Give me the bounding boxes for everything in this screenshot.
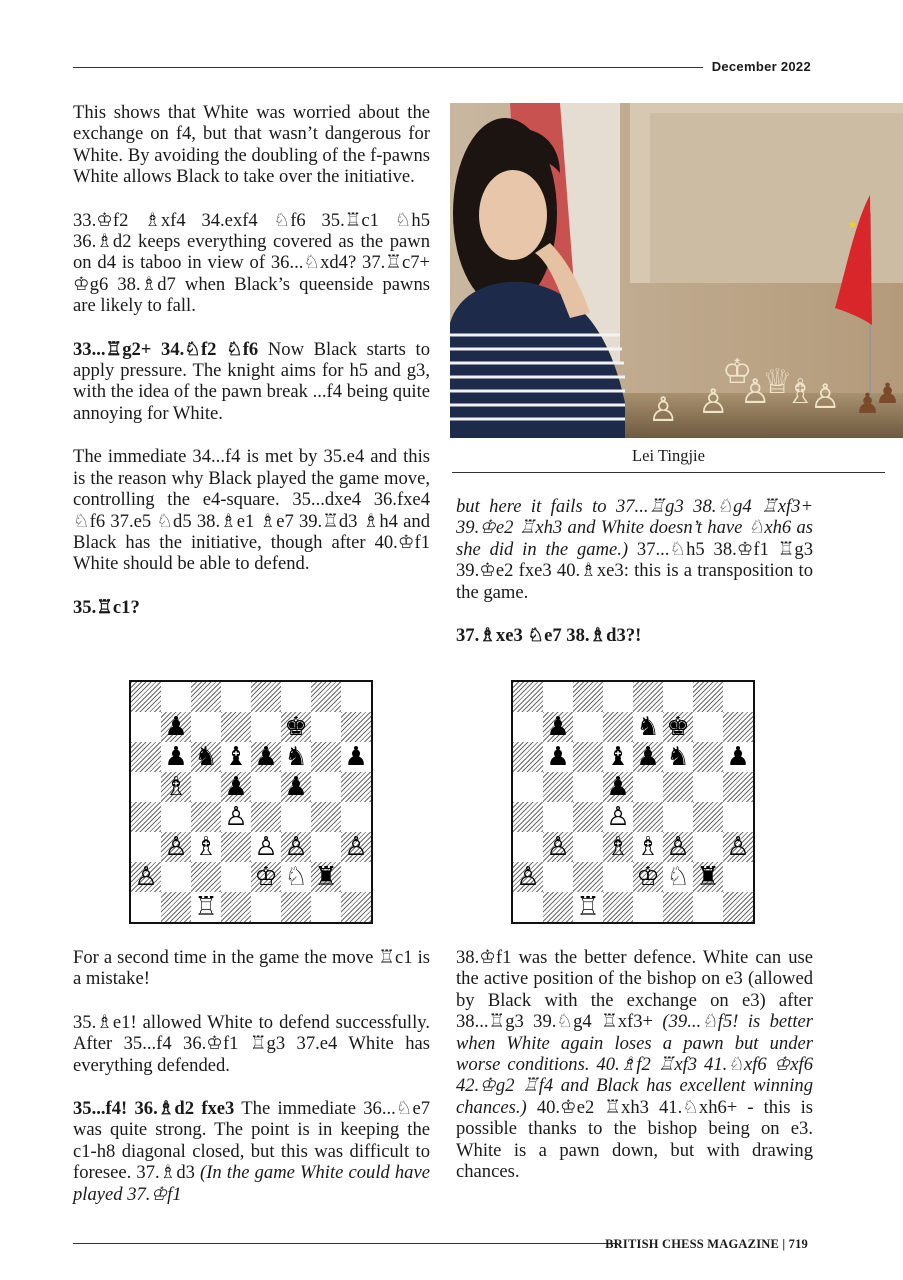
board-square	[311, 832, 341, 862]
board-square	[251, 772, 281, 802]
board-square	[341, 712, 371, 742]
diagram-title: 35.♖c1?	[73, 596, 140, 618]
board-square	[513, 832, 543, 862]
board-square	[311, 772, 341, 802]
board-square	[311, 712, 341, 742]
board-square	[341, 772, 371, 802]
right-column	[456, 496, 813, 668]
paragraph	[73, 339, 430, 425]
chess-piece-f6: ♞	[666, 742, 690, 772]
chess-piece-d6: ♝	[606, 742, 630, 772]
svg-text:♟: ♟	[855, 387, 881, 420]
header-rule	[73, 67, 703, 68]
board-square	[723, 772, 753, 802]
board-square	[543, 682, 573, 712]
chess-piece-e2: ♔	[254, 862, 278, 892]
board-square	[131, 802, 161, 832]
footer-separator: |	[782, 1237, 786, 1251]
chess-piece-e6: ♟	[636, 742, 660, 772]
board-square	[723, 862, 753, 892]
board-square	[191, 802, 221, 832]
player-photo	[450, 103, 903, 438]
chess-piece-d4: ♙	[606, 802, 630, 832]
board-square	[131, 682, 161, 712]
board-square	[693, 892, 723, 922]
board-square	[693, 802, 723, 832]
board-square	[341, 892, 371, 922]
svg-text:♗: ♗	[785, 372, 816, 412]
board-square	[633, 802, 663, 832]
comment-text: The immediate 36...♘e7 was quite strong. The point is in keeping the c1-h8 diagonal closed, but this was difficult to foresee. 37.♗d3	[73, 1098, 430, 1184]
board-square	[161, 892, 191, 922]
board-square	[311, 802, 341, 832]
board-square	[513, 772, 543, 802]
chess-piece-h6: ♟	[344, 742, 368, 772]
chess-piece-f2: ♘	[284, 862, 308, 892]
chess-piece-d3: ♗	[606, 832, 630, 862]
board-square	[573, 742, 603, 772]
board-square	[573, 682, 603, 712]
board-square	[693, 682, 723, 712]
board-square	[281, 802, 311, 832]
chess-piece-c6: ♞	[194, 742, 218, 772]
board-square	[633, 892, 663, 922]
board-square	[513, 742, 543, 772]
chess-piece-h3: ♙	[344, 832, 368, 862]
chess-piece-b6: ♟	[546, 742, 570, 772]
paragraph	[456, 496, 813, 603]
variation-text: (39...♘f5! is better when White again loses a pawn but under worse conditions. 40.♗f2 ♖xf3 41.♘xf6 ♔xf6 42.♔g2 ♖f4 and Black has excellent winning chances.)	[456, 1011, 813, 1118]
board-square	[663, 802, 693, 832]
chess-piece-c3: ♗	[194, 832, 218, 862]
chess-piece-f7: ♚	[284, 712, 308, 742]
chess-piece-d5: ♟	[224, 772, 248, 802]
board-square	[251, 712, 281, 742]
board-square	[663, 682, 693, 712]
board-square	[221, 712, 251, 742]
board-square	[543, 892, 573, 922]
issue-date: December 2022	[711, 59, 811, 74]
variation-text: (In the game White could have played 37.♔f1	[73, 1162, 430, 1205]
board-square	[311, 892, 341, 922]
svg-text:♟: ♟	[875, 377, 901, 410]
svg-text:★: ★	[848, 220, 857, 231]
svg-text:♙: ♙	[740, 372, 771, 412]
board-square	[543, 772, 573, 802]
svg-text:♔: ♔	[722, 352, 753, 392]
board-square	[161, 862, 191, 892]
magazine-name: BRITISH CHESS MAGAZINE	[605, 1237, 780, 1251]
chess-piece-e3: ♗	[636, 832, 660, 862]
left-column-lower	[73, 947, 430, 1205]
paragraph: The immediate 34...f4 is met by 35.e4 and this is the reason why Black played the game move, controlling the e4-square. 35...dxe4 36.fxe4 ♘f6 37.e5 ♘d5 38.♗e1 ♗e7 39.♖d3 ♗h4 and Black has the initiative, though after 40.♔f1 White should be able to defend.	[73, 446, 430, 575]
chess-piece-e3: ♙	[254, 832, 278, 862]
player-photo-illustration	[450, 103, 903, 438]
chess-piece-f2: ♘	[666, 862, 690, 892]
board-square	[161, 682, 191, 712]
paragraph: This shows that White was worried about the exchange on f4, but that wasn’t dangerous for White. By avoiding the doubling of the f-pawns White allows Black to take over the initiative.	[73, 102, 430, 188]
board-square	[341, 682, 371, 712]
board-square	[281, 892, 311, 922]
chess-piece-c1: ♖	[194, 892, 218, 922]
board-square	[221, 832, 251, 862]
board-square	[161, 802, 191, 832]
paragraph: 35.♗e1! allowed White to defend successfully. After 35...f4 36.♔f1 ♖g3 37.e4 White has everything defended.	[73, 1011, 430, 1076]
board-square	[603, 682, 633, 712]
board-square	[603, 862, 633, 892]
chess-piece-h3: ♙	[726, 832, 750, 862]
board-square	[693, 712, 723, 742]
chess-piece-h6: ♟	[726, 742, 750, 772]
move-text: 33...♖g2+ 34.♘f2 ♘f6	[73, 338, 259, 360]
photo-caption: Lei Tingjie	[632, 446, 705, 465]
board-square	[131, 832, 161, 862]
board-square	[311, 682, 341, 712]
chess-diagram-1	[129, 680, 373, 924]
move-text: 35...f4! 36.♗d2 fxe3	[73, 1098, 235, 1120]
chess-piece-f3: ♙	[284, 832, 308, 862]
page-number: 719	[788, 1237, 808, 1251]
variation-text: but here it fails to 37...♖g3 38.♘g4 ♖xf3+ 39.♔e2 ♖xh3 and White doesn’t have ♘xh6 as she did in the game.)	[456, 496, 813, 560]
board-square	[191, 862, 221, 892]
board-square	[251, 682, 281, 712]
chess-piece-b5: ♗	[164, 772, 188, 802]
right-column-lower	[456, 947, 813, 1182]
board-square	[723, 802, 753, 832]
footer	[605, 1237, 808, 1252]
diagram-title: 37.♗xe3 ♘e7 38.♗d3?!	[456, 625, 642, 647]
board-square	[573, 712, 603, 742]
board-square	[723, 682, 753, 712]
chess-piece-a2: ♙	[516, 862, 540, 892]
chess-piece-e7: ♞	[636, 712, 660, 742]
paragraph: 33.♔f2 ♗xf4 34.exf4 ♘f6 35.♖c1 ♘h5 36.♗d2 keeps everything covered as the pawn on d4 is taboo in view of 36...♘xd4? 37.♖c7+ ♔g6 38.♗d7 when Black’s queenside pawns are likely to fall.	[73, 209, 430, 317]
board-square	[513, 712, 543, 742]
comment-text: 38.♔f1 was the better defence. White can use the active position of the bishop on e3 (allowed by Black with the exchange on e3) after 38...♖g3 39.♘g4 ♖xf3+	[456, 947, 813, 1033]
board-square	[513, 682, 543, 712]
chess-piece-d5: ♟	[606, 772, 630, 802]
svg-text:♙: ♙	[698, 382, 729, 422]
svg-text:♙: ♙	[648, 390, 679, 430]
paragraph	[456, 947, 813, 1182]
chess-piece-d6: ♝	[224, 742, 248, 772]
board-square	[663, 772, 693, 802]
chess-piece-b3: ♙	[546, 832, 570, 862]
board-square	[251, 802, 281, 832]
board-square	[251, 892, 281, 922]
chess-piece-b7: ♟	[546, 712, 570, 742]
chess-piece-g2: ♜	[696, 862, 720, 892]
board-square	[131, 772, 161, 802]
chess-piece-f3: ♙	[666, 832, 690, 862]
board-square	[131, 742, 161, 772]
board-square	[311, 742, 341, 772]
footer-rule	[73, 1243, 618, 1244]
board-square	[191, 712, 221, 742]
svg-text:♕: ♕	[762, 362, 793, 402]
chess-piece-b3: ♙	[164, 832, 188, 862]
chess-piece-c1: ♖	[576, 892, 600, 922]
chess-diagram-2	[511, 680, 755, 924]
svg-text:♙: ♙	[810, 377, 841, 417]
chess-piece-d4: ♙	[224, 802, 248, 832]
board-square	[663, 892, 693, 922]
board-square	[221, 862, 251, 892]
chess-piece-e2: ♔	[636, 862, 660, 892]
board-square	[191, 772, 221, 802]
chess-piece-b6: ♟	[164, 742, 188, 772]
board-square	[693, 832, 723, 862]
chess-piece-f7: ♚	[666, 712, 690, 742]
board-square	[603, 712, 633, 742]
chess-piece-b7: ♟	[164, 712, 188, 742]
board-square	[573, 772, 603, 802]
board-square	[573, 862, 603, 892]
board-square	[603, 892, 633, 922]
board-square	[513, 892, 543, 922]
comment-text: 37...♘h5 38.♔f1 ♖g3 39.♔e2 fxe3 40.♗xe3: this is a transposition to the game.	[456, 538, 813, 603]
chess-piece-g2: ♜	[314, 862, 338, 892]
board-square	[281, 682, 311, 712]
chess-piece-e6: ♟	[254, 742, 278, 772]
paragraph: For a second time in the game the move ♖c1 is a mistake!	[73, 947, 430, 990]
board-square	[723, 892, 753, 922]
board-square	[633, 682, 663, 712]
board-square	[513, 802, 543, 832]
board-square	[693, 742, 723, 772]
comment-text: Now Black starts to apply pressure. The knight aims for h5 and g3, with the idea of the pawn break ...f4 being quite annoying for White.	[73, 338, 430, 424]
chess-piece-f6: ♞	[284, 742, 308, 772]
board-square	[341, 802, 371, 832]
board-square	[723, 712, 753, 742]
left-column	[73, 102, 430, 640]
board-square	[191, 682, 221, 712]
board-square	[221, 682, 251, 712]
board-square	[543, 802, 573, 832]
comment-text: 40.♔e2 ♖xh3 41.♘xh6+ - this is possible thanks to the bishop being on e3. White is a pawn down, but with drawing chances.	[456, 1096, 813, 1183]
board-square	[221, 892, 251, 922]
board-square	[573, 832, 603, 862]
board-square	[131, 892, 161, 922]
chess-piece-a2: ♙	[134, 862, 158, 892]
paragraph	[73, 1098, 430, 1205]
board-square	[341, 862, 371, 892]
board-square	[543, 862, 573, 892]
chess-piece-f5: ♟	[284, 772, 308, 802]
board-square	[633, 772, 663, 802]
board-square	[573, 802, 603, 832]
caption-rule	[452, 472, 885, 473]
board-square	[693, 772, 723, 802]
board-square	[131, 712, 161, 742]
